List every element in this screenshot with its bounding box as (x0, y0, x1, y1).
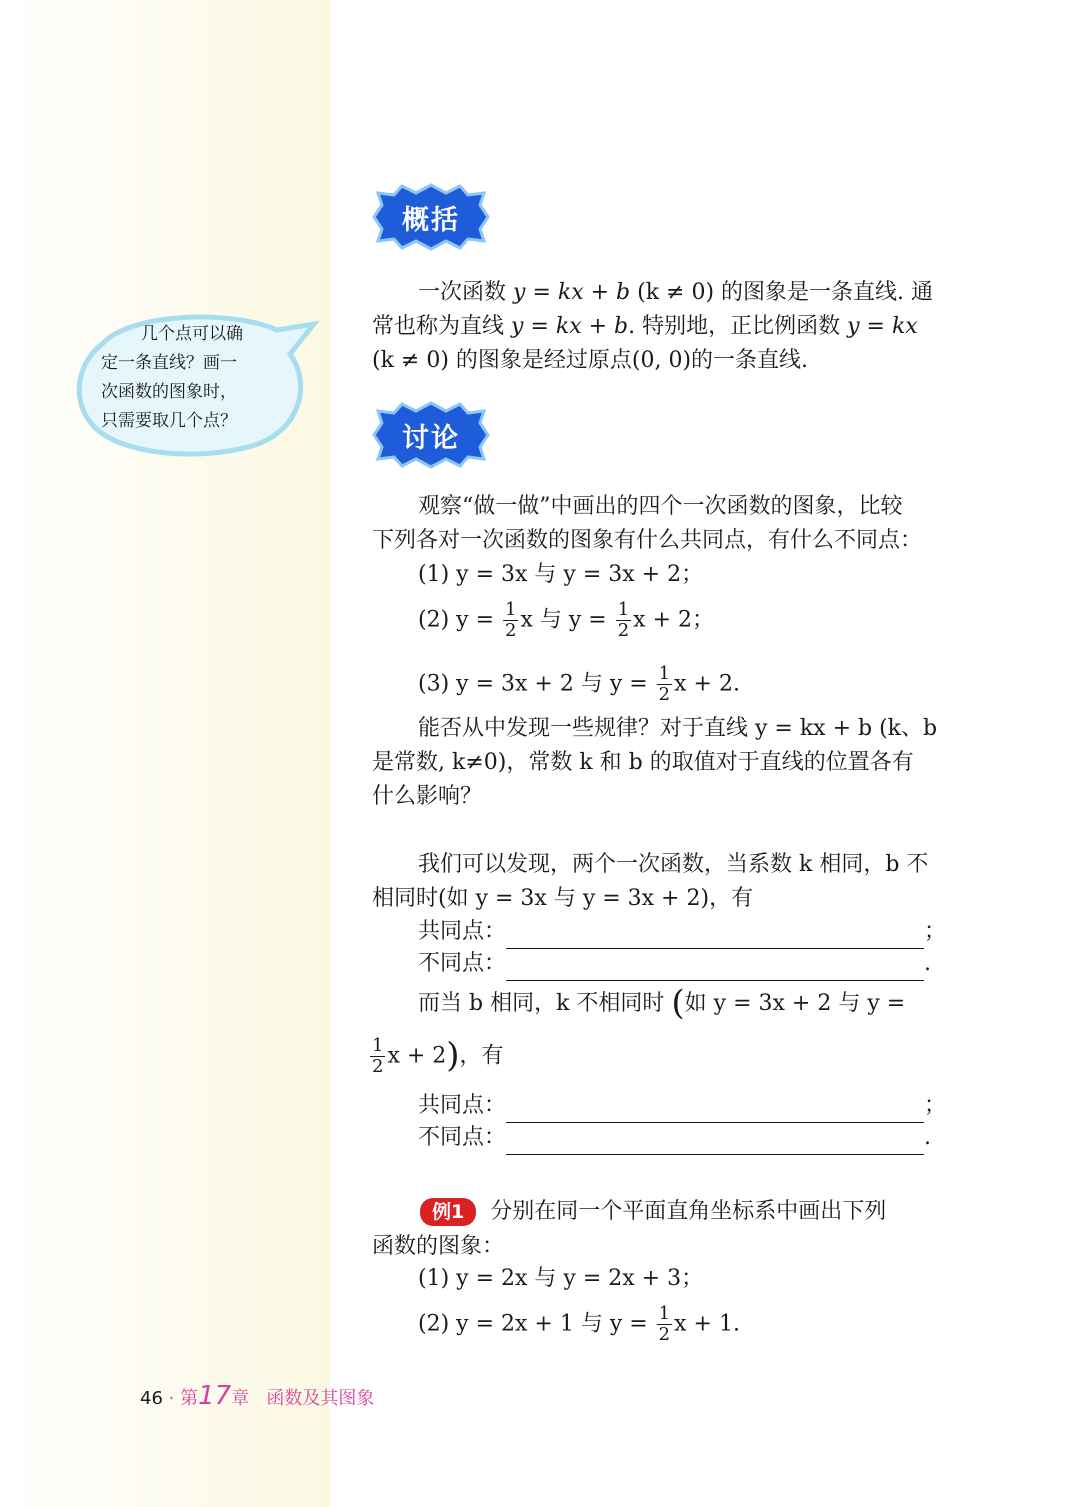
common-label: 共同点： (418, 919, 507, 944)
summary-text: . 特别地，正比例函数 (628, 314, 841, 339)
margin-band (0, 0, 330, 1507)
discussion-item-3 (418, 664, 740, 705)
punct: ； (924, 919, 947, 944)
summary-badge (368, 183, 494, 251)
fraction-num: 1 (617, 599, 630, 620)
summary-badge-label: 概括 (402, 204, 460, 236)
answer-blank[interactable] (506, 1130, 924, 1155)
punct: . (924, 951, 932, 976)
item-text: (3) y = 3x + 2 与 y = (418, 671, 648, 697)
fraction (657, 664, 672, 705)
question-line-3: 什么影响？ (372, 784, 483, 809)
item-text: x + 2； (633, 607, 714, 633)
example-item-1: (1) y = 2x 与 y = 2x + 3； (418, 1266, 704, 1291)
diff-fill-2 (418, 1121, 931, 1155)
summary-text: 常也称为直线 (372, 314, 505, 339)
findings-line-2: 相同时(如 y = 3x 与 y = 3x + 2)，有 (372, 886, 754, 911)
paren: ( (671, 983, 685, 1023)
fraction-num: 1 (658, 1303, 671, 1324)
summary-line-3 (372, 344, 808, 378)
page-number: 46 (140, 1388, 163, 1409)
answer-blank[interactable] (506, 1098, 924, 1123)
answer-blank[interactable] (506, 924, 924, 949)
example-text: 分别在同一个平面直角坐标系中画出下列 (490, 1199, 887, 1224)
common-fill-1 (418, 915, 946, 949)
fraction (657, 1304, 672, 1345)
equation: y = kx + b (513, 280, 631, 305)
example-item-2 (418, 1304, 740, 1345)
fraction-den: 2 (658, 684, 671, 705)
discussion-item-1: (1) y = 3x 与 y = 3x + 2； (418, 562, 704, 587)
punct: . (924, 1125, 932, 1150)
summary-line-2 (372, 310, 918, 344)
fraction (370, 1036, 385, 1077)
bubble-line-3: 次函数的图象时， (101, 382, 237, 402)
common-label: 共同点： (418, 1093, 507, 1118)
fraction (616, 600, 631, 641)
example-line-2: 函数的图象： (372, 1234, 505, 1259)
punct: ； (924, 1093, 947, 1118)
item-text: x + 1. (674, 1311, 740, 1337)
bubble-line-2: 定一条直线？画一 (101, 353, 237, 373)
findings-text: x + 2 (387, 1043, 447, 1069)
discussion-line-2: 下列各对一次函数的图象有什么共同点，有什么不同点： (372, 528, 923, 553)
diff-label: 不同点： (418, 1125, 507, 1150)
summary-text: 一次函数 (418, 280, 507, 305)
findings-text: ，有 (459, 1043, 504, 1069)
summary-text: (k ≠ 0) 的图象是一条直线. 通 (637, 280, 934, 305)
findings-text: 而当 b 相同，k 不相同时 (418, 991, 665, 1016)
findings-line-3 (418, 983, 906, 1023)
bubble-line-1: 几个点可以确 (141, 324, 243, 344)
chapter-prefix: 第 (180, 1388, 199, 1409)
item-text: (2) y = (418, 607, 495, 633)
diff-fill-1 (418, 947, 931, 981)
diff-label: 不同点： (418, 951, 507, 976)
findings-line-4 (368, 1036, 504, 1077)
fraction-num: 1 (372, 1035, 384, 1056)
paren: ) (446, 1035, 460, 1076)
item-text: x + 2. (674, 671, 740, 697)
equation: y = kx + b (511, 314, 629, 339)
example-line-1 (420, 1195, 886, 1229)
example-badge: 例1 (420, 1198, 476, 1226)
item-text: x 与 y = (520, 607, 607, 633)
chapter-title: 函数及其图象 (266, 1388, 375, 1409)
footer-dot: · (168, 1388, 175, 1409)
common-fill-2 (418, 1089, 946, 1123)
answer-blank[interactable] (506, 956, 924, 981)
chapter-number: 17 (198, 1381, 232, 1411)
findings-text: 如 y = 3x + 2 与 y = (684, 991, 906, 1016)
fraction-den: 2 (617, 620, 630, 641)
question-line-1: 能否从中发现一些规律？对于直线 y = kx + b (k、b (418, 716, 938, 741)
item-text: (2) y = 2x + 1 与 y = (418, 1311, 648, 1337)
fraction (503, 600, 518, 641)
summary-line-1 (418, 276, 933, 310)
fraction-num: 1 (505, 599, 517, 620)
summary-text: (k ≠ 0) 的图象是经过原点(0, 0)的一条直线. (372, 348, 809, 373)
discussion-badge-label: 讨论 (402, 422, 460, 454)
fraction-den: 2 (658, 1324, 671, 1345)
discussion-line-1: 观察“做一做”中画出的四个一次函数的图象，比较 (418, 494, 903, 519)
chapter-suffix: 章 (231, 1388, 250, 1409)
equation: y = kx (847, 314, 918, 339)
fraction-num: 1 (658, 663, 671, 684)
discussion-badge (368, 401, 494, 469)
page-footer (140, 1381, 374, 1411)
fraction-den: 2 (505, 620, 517, 641)
fraction-den: 2 (372, 1056, 384, 1077)
findings-line-1: 我们可以发现，两个一次函数，当系数 k 相同，b 不 (418, 852, 929, 877)
bubble-line-4: 只需要取几个点？ (101, 411, 237, 431)
discussion-item-2 (418, 600, 714, 641)
question-line-2: 是常数, k≠0)，常数 k 和 b 的取值对于直线的位置各有 (372, 750, 914, 775)
